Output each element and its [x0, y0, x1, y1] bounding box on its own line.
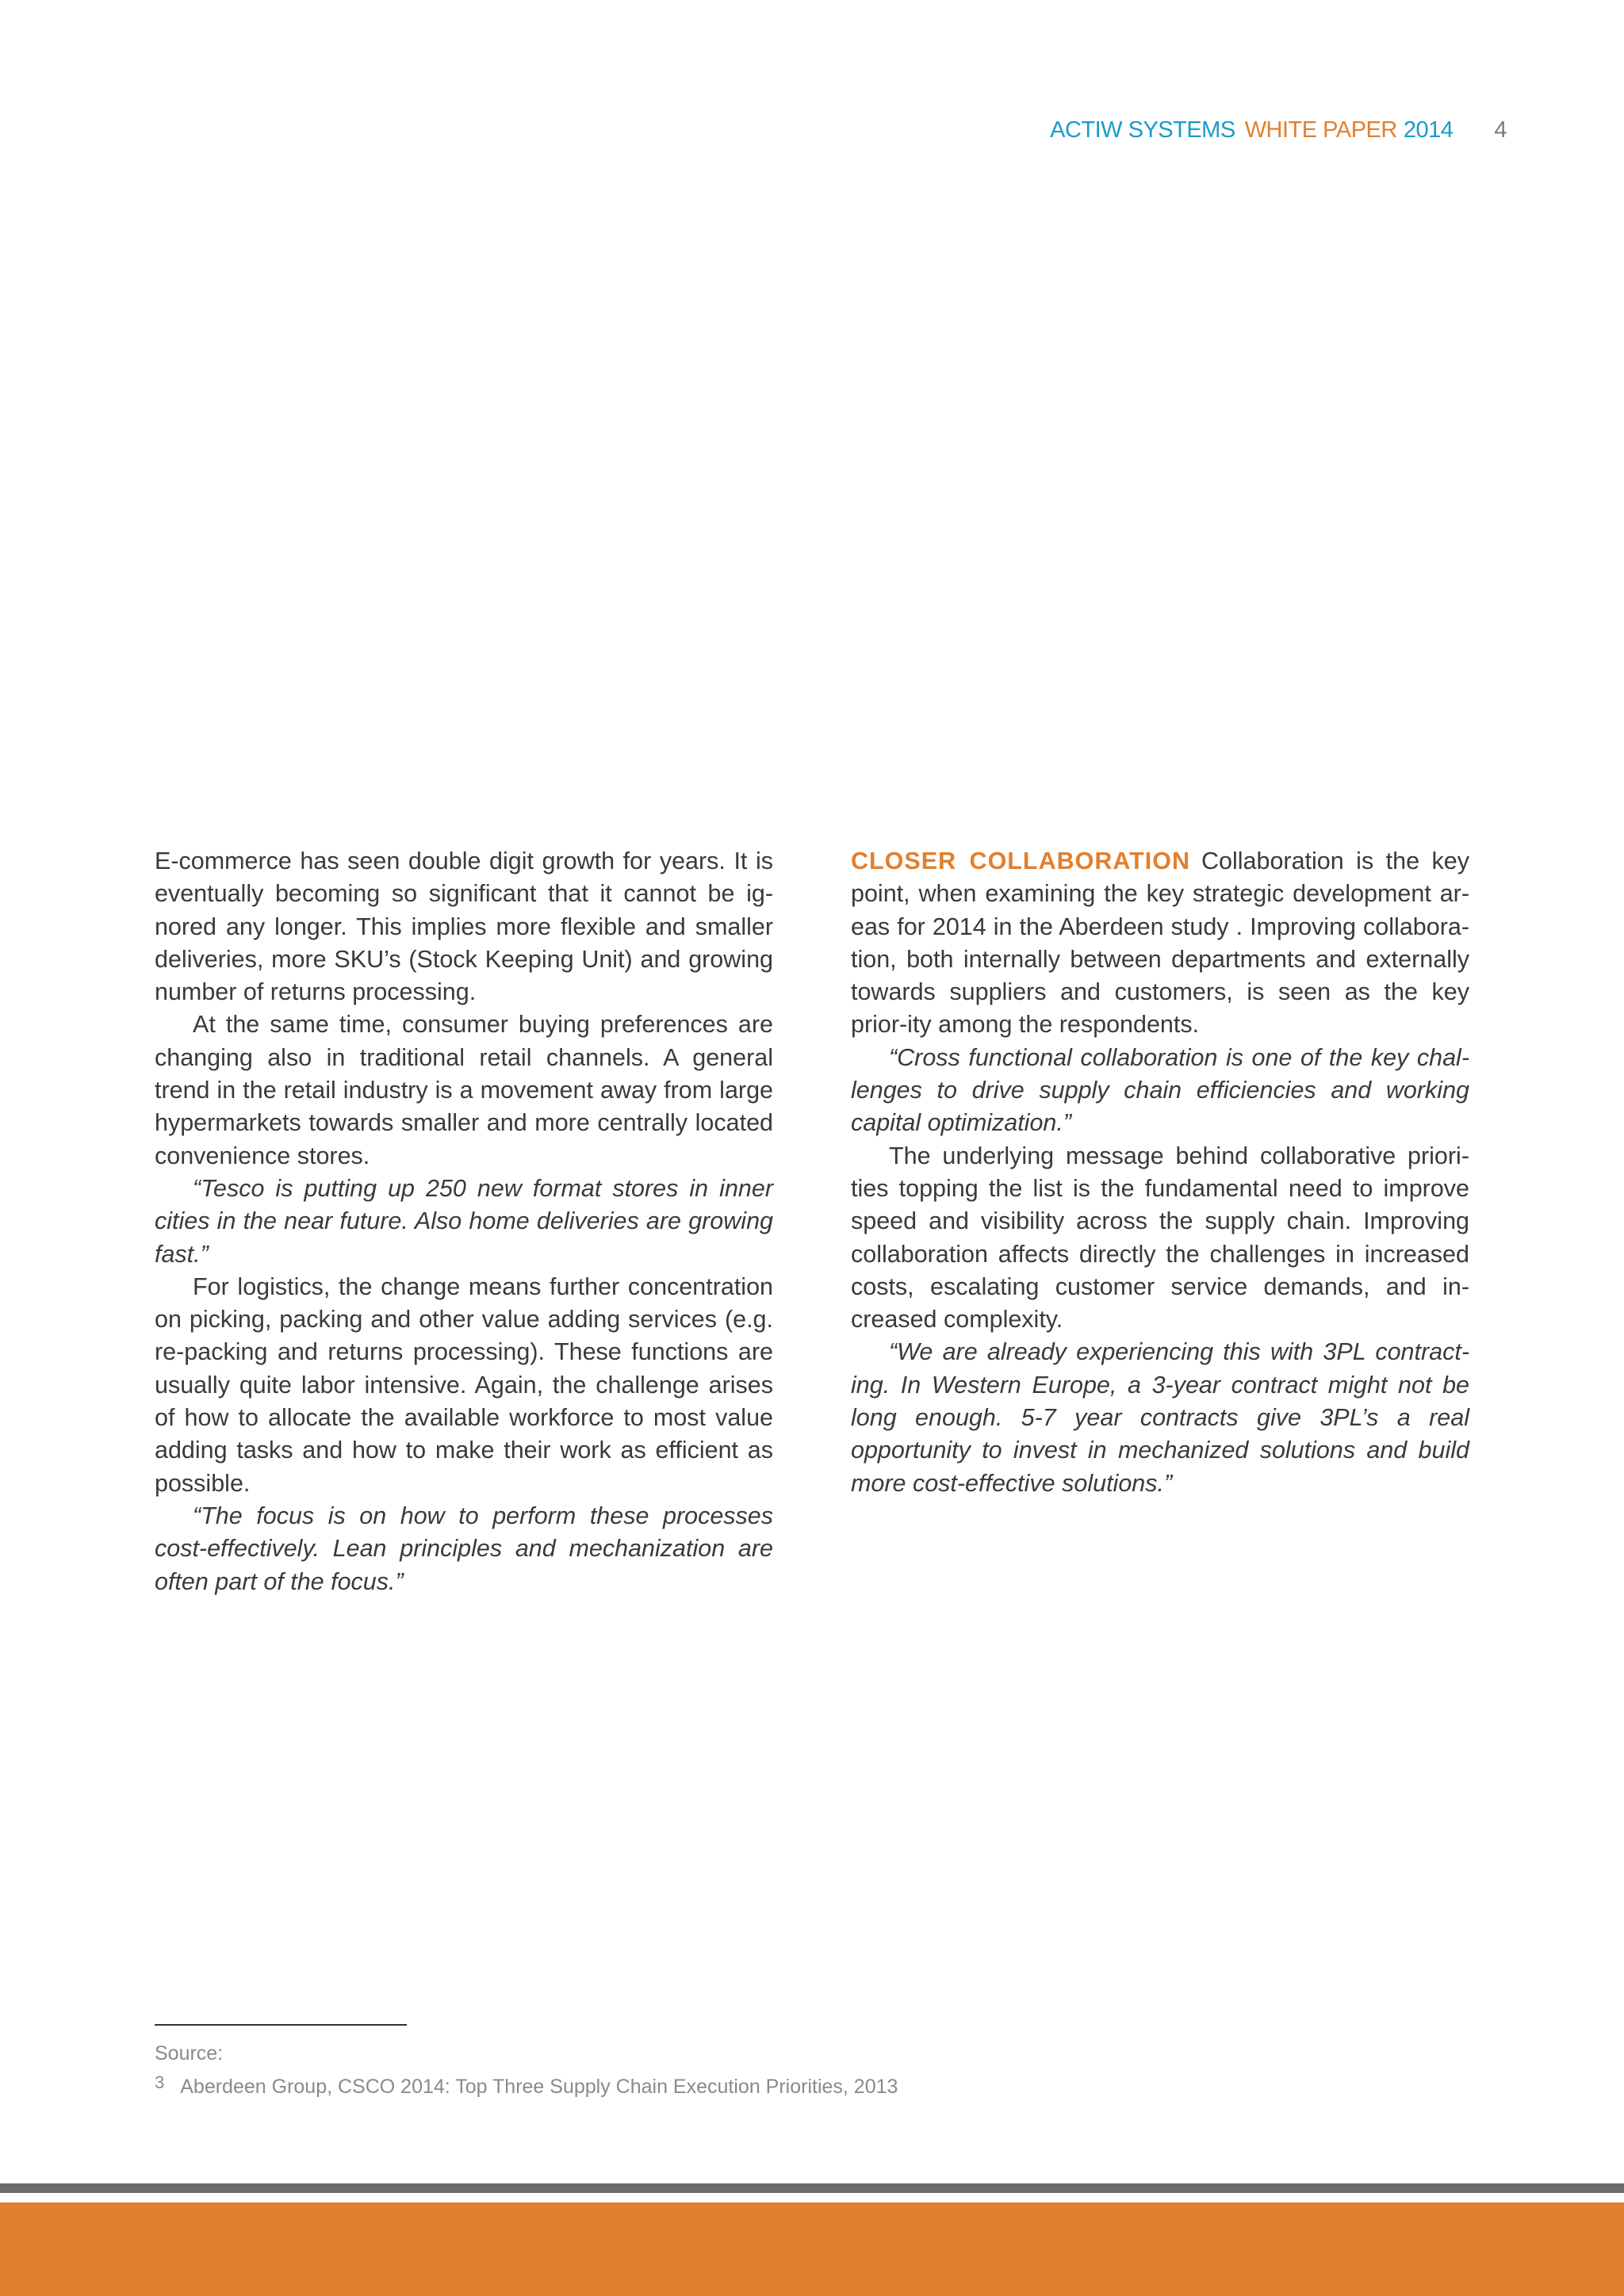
footer-gray-band	[0, 2183, 1624, 2193]
footer-orange-band	[0, 2202, 1624, 2296]
left-paragraph-2: At the same time, consumer buying preferences are changing also in traditional retail channels. A general trend in the retail industry is a movement away from large hypermarkets towards smaller and more centrally located convenience stores.	[155, 1011, 773, 1169]
right-quote-1: “Cross functional collaboration is one of the key chal-lenges to drive supply chain efficiencies and working capital optimization.”	[851, 1043, 1469, 1137]
header-company: ACTIW SYSTEMS	[1050, 117, 1235, 143]
left-quote-2: “The focus is on how to perform these processes cost-effectively. Lean principles and mechanization are often part of the focus.”	[155, 1502, 773, 1595]
right-paragraph-1	[851, 845, 1469, 1042]
left-paragraph-1: E-commerce has seen double digit growth for years. It is eventually becoming so significant that it cannot be ig-nored any longer. This implies more flexible and smaller deliveries, more SKU’s (Stock Keeping Unit) and growing number of returns processing.	[155, 848, 773, 1006]
right-column	[851, 845, 1469, 1500]
footnote-number: 3	[155, 2072, 165, 2092]
left-column	[155, 845, 773, 1598]
footnote-label: Source:	[155, 2042, 224, 2064]
page-header	[1050, 117, 1507, 144]
footnote-entry	[155, 2072, 898, 2099]
page-number: 4	[1494, 117, 1507, 143]
footnote-divider	[155, 2024, 407, 2026]
right-quote-2: “We are already experiencing this with 3PL contract-ing. In Western Europe, a 3-year contract might not be long enough. 5-7 year contracts give 3PL’s a real opportunity to invest in mechanized solutions and build more cost-effective solutions.”	[851, 1338, 1469, 1497]
left-paragraph-3: For logistics, the change means further concentration on picking, packing and other value adding services (e.g. re-packing and returns processing). These functions are usually quite labor intensive. Again, the challenge arises of how to allocate the available workforce to most value adding tasks and how to make their work as efficient as possible.	[155, 1272, 773, 1497]
header-doc-type: WHITE PAPER	[1244, 117, 1397, 143]
header-year: 2014	[1403, 117, 1454, 143]
footnote-text: Aberdeen Group, CSCO 2014: Top Three Supply Chain Execution Priorities, 2013	[180, 2076, 898, 2098]
section-heading: CLOSER COLLABORATION	[851, 848, 1190, 874]
right-paragraph-2: The underlying message behind collaborative priori-ties topping the list is the fundamental need to improve speed and visibility across the supply chain. Improving collaboration affects directly the challenges in increased costs, escalating customer service demands, and in-creased complexity.	[851, 1142, 1469, 1334]
left-quote-1: “Tesco is putting up 250 new format stores in inner cities in the near future. Also home deliveries are growing fast.”	[155, 1174, 773, 1268]
right-paragraph-1-text: Collaboration is the key point, when examining the key strategic development ar-eas for 2014 in the Aberdeen study . Improving collabora-tion, both internally between departments and externally towards suppliers and customers, is seen as the key prior-ity among the respondents.	[851, 848, 1469, 1039]
